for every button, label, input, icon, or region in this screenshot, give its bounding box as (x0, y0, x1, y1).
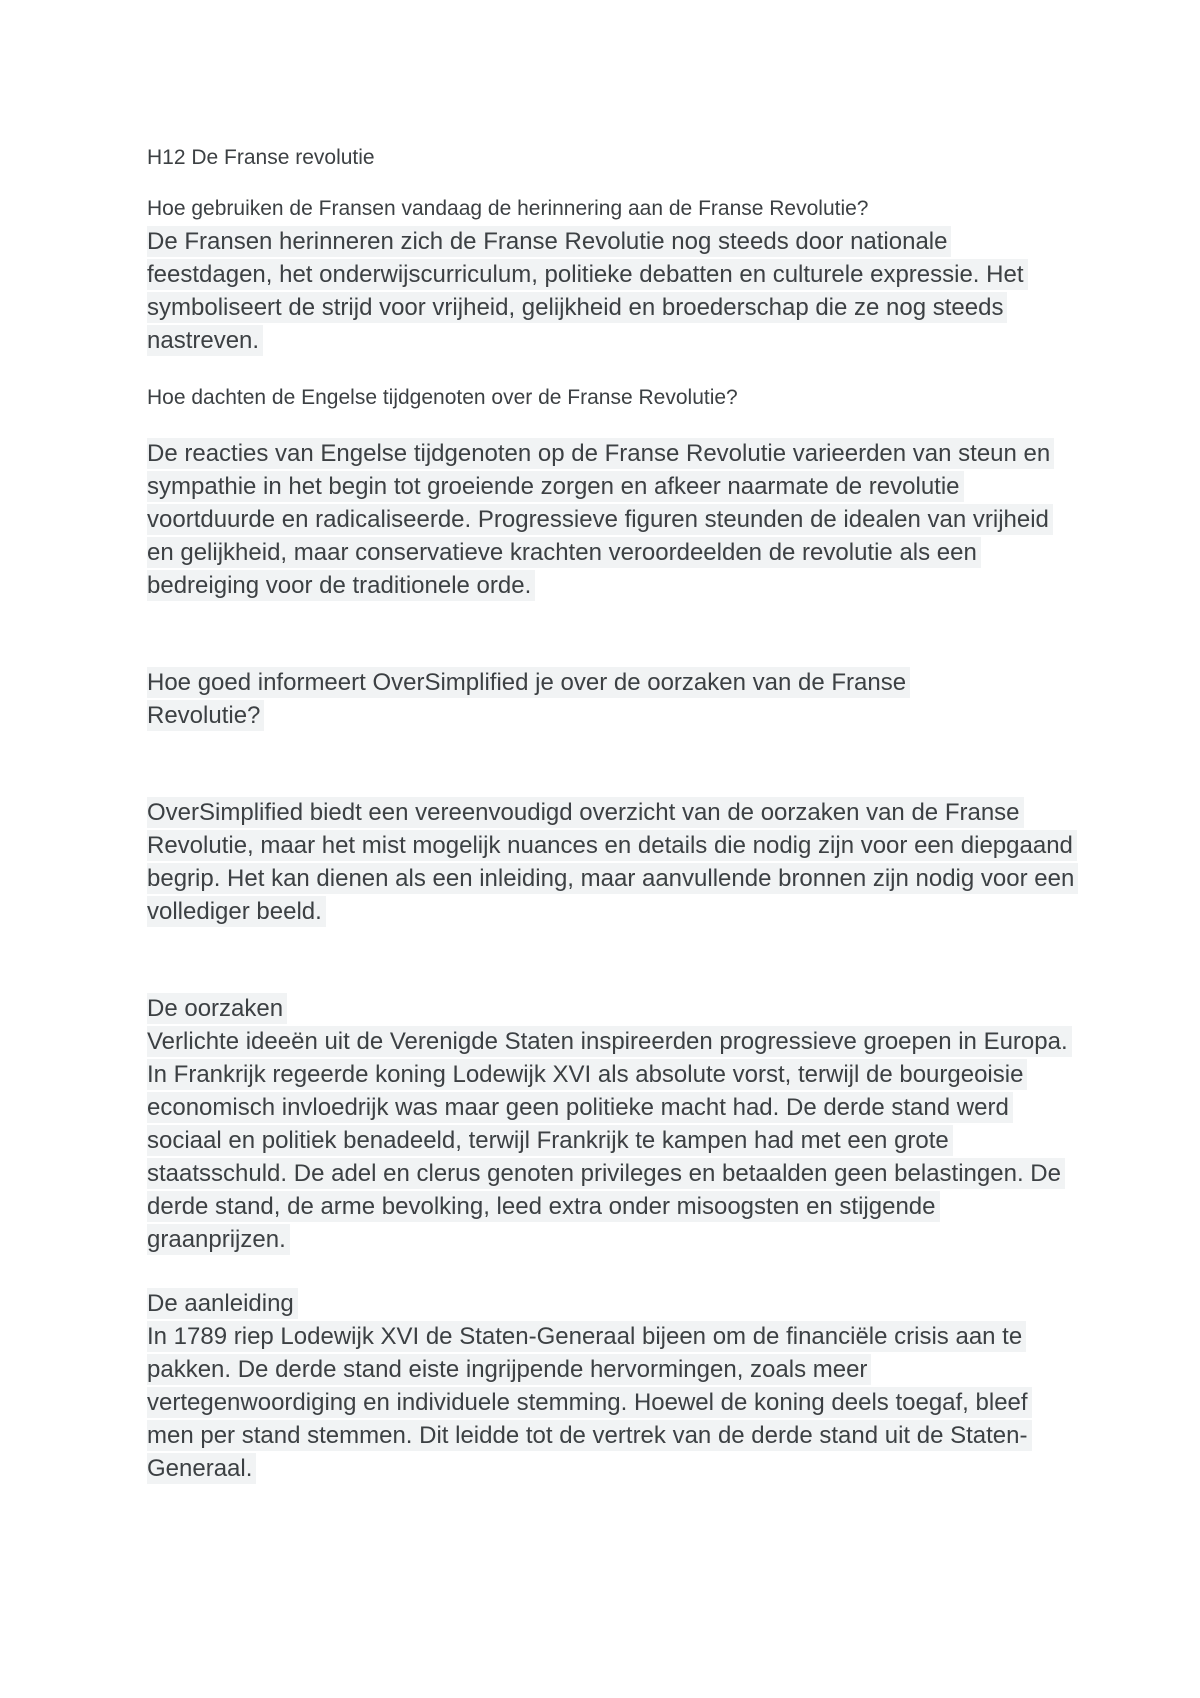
paragraph-aanleiding-text: In 1789 riep Lodewijk XVI de Staten-Generaal bijeen om de financiële crisis aan te pakken. De derde stand eiste ingrijpende hervormingen, zoals meer vertegenwoordiging en individuele stemming. Hoewel de koning deels toegaf, bleef men per stand stemmen. Dit leidde tot de vertrek van de derde stand uit de Staten-Generaal. (147, 1321, 1032, 1484)
document-body (147, 142, 1077, 1485)
heading-aanleiding (147, 1287, 1077, 1320)
question-2 (147, 382, 1077, 414)
heading-oorzaken (147, 992, 1077, 1025)
question-1-text: Hoe gebruiken de Fransen vandaag de herinnering aan de Franse Revolutie? (147, 197, 869, 220)
document-title (147, 142, 1077, 174)
question-3-text: Hoe goed informeert OverSimplified je over de oorzaken van de Franse Revolutie? (147, 667, 910, 731)
answer-3 (147, 796, 1077, 928)
question-1 (147, 193, 1077, 225)
question-2-text: Hoe dachten de Engelse tijdgenoten over de Franse Revolutie? (147, 386, 738, 409)
paragraph-oorzaken (147, 1025, 1077, 1256)
answer-2-text: De reacties van Engelse tijdgenoten op de Franse Revolutie varieerden van steun en sympathie in het begin tot groeiende zorgen en afkeer naarmate de revolutie voortduurde en radicaliseerde. Progressieve figuren steunden de idealen van vrijheid en gelijkheid, maar conservatieve krachten veroordeelden de revolutie als een bedreiging voor de traditionele orde. (147, 438, 1054, 601)
answer-1-text: De Fransen herinneren zich de Franse Revolutie nog steeds door nationale feestdagen, het onderwijscurriculum, politieke debatten en culturele expressie. Het symboliseert de strijd voor vrijheid, gelijkheid en broederschap die ze nog steeds nastreven. (147, 226, 1028, 356)
question-3 (147, 666, 907, 732)
document-title-text: H12 De Franse revolutie (147, 146, 375, 169)
paragraph-aanleiding (147, 1320, 1077, 1485)
heading-aanleiding-text: De aanleiding (147, 1288, 298, 1319)
answer-2 (147, 437, 1077, 602)
paragraph-oorzaken-text: Verlichte ideeën uit de Verenigde Staten inspireerden progressieve groepen in Europa. In Frankrijk regeerde koning Lodewijk XVI als absolute vorst, terwijl de bourgeoisie economisch invloedrijk was maar geen politieke macht had. De derde stand werd sociaal en politiek benadeeld, terwijl Frankrijk te kampen had met een grote staatsschuld. De adel en clerus genoten privileges en betaalden geen belastingen. De derde stand, de arme bevolking, leed extra onder misoogsten en stijgende graanprijzen. (147, 1026, 1072, 1255)
answer-1 (147, 225, 1077, 357)
answer-3-text: OverSimplified biedt een vereenvoudigd overzicht van de oorzaken van de Franse Revolutie, maar het mist mogelijk nuances en details die nodig zijn voor een diepgaand begrip. Het kan dienen als een inleiding, maar aanvullende bronnen zijn nodig voor een vollediger beeld. (147, 797, 1078, 927)
heading-oorzaken-text: De oorzaken (147, 993, 287, 1024)
